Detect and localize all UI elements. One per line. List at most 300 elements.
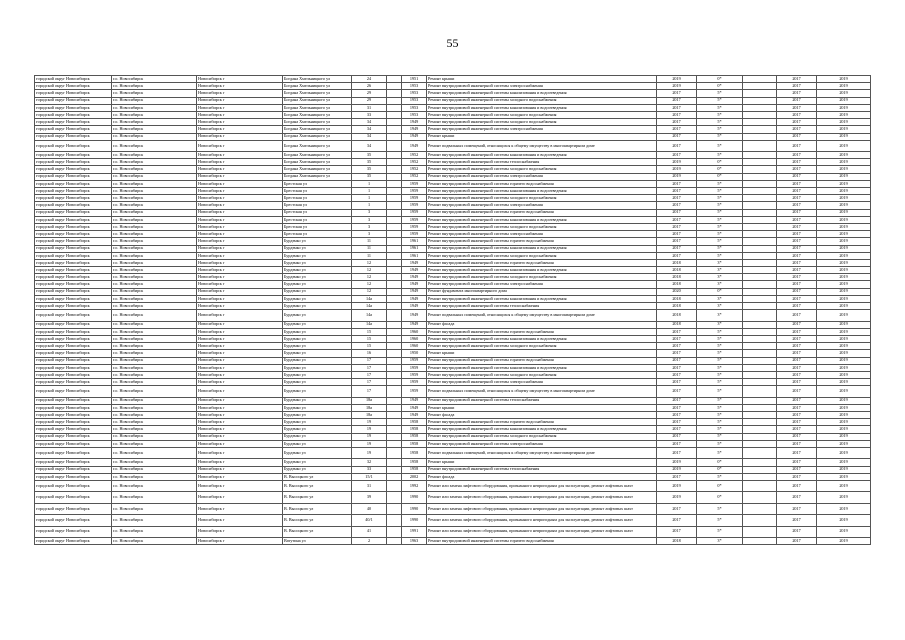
cell-settlement: г.о. Новосибирск — [112, 111, 197, 118]
cell-blank — [743, 447, 777, 458]
cell-street: Брестская ул — [283, 216, 352, 223]
cell-blank — [743, 252, 777, 259]
cell-work-type: Ремонт внутридомовой инженерной системы теплоснабжения — [427, 159, 657, 166]
cell-municipality: городской округ Новосибирск — [35, 386, 112, 397]
table-row — [35, 140, 871, 151]
cell-municipality: городской округ Новосибирск — [35, 180, 112, 187]
cell-work-type: Ремонт внутридомовой инженерной системы горячего водоснабжения — [427, 259, 657, 266]
cell-city: Новосибирск г — [197, 216, 283, 223]
capital-repair-table — [34, 75, 871, 545]
cell-blank — [743, 440, 777, 447]
cell-settlement: г.о. Новосибирск — [112, 180, 197, 187]
cell-building — [387, 76, 402, 83]
cell-street: Богдана Хмельницкого ул — [283, 97, 352, 104]
cell-city: Новосибирск г — [197, 412, 283, 419]
cell-year-built: 1959 — [402, 195, 427, 202]
table-row — [35, 216, 871, 223]
cell-blank — [743, 343, 777, 350]
cell-plan-year: 2017 — [657, 515, 697, 526]
cell-street: Бурденко ул — [283, 371, 352, 378]
cell-settlement: г.о. Новосибирск — [112, 126, 197, 133]
table-row — [35, 350, 871, 357]
cell-period-end: 2019 — [817, 245, 871, 252]
cell-plan-year: 2017 — [657, 503, 697, 514]
cell-ratio: 0* — [697, 83, 743, 90]
cell-work-type: Ремонт крыши — [427, 350, 657, 357]
cell-year-built: 1960 — [402, 328, 427, 335]
table-row — [35, 133, 871, 140]
cell-blank — [743, 503, 777, 514]
cell-year-built: 1953 — [402, 83, 427, 90]
cell-period-end: 2019 — [817, 459, 871, 466]
cell-settlement: г.о. Новосибирск — [112, 223, 197, 230]
cell-house: 17 — [352, 364, 387, 371]
cell-period-end: 2019 — [817, 295, 871, 302]
cell-settlement: г.о. Новосибирск — [112, 440, 197, 447]
cell-ratio: 3* — [697, 259, 743, 266]
cell-blank — [743, 364, 777, 371]
cell-city: Новосибирск г — [197, 267, 283, 274]
cell-period-end: 2019 — [817, 492, 871, 503]
cell-house: 16 — [352, 350, 387, 357]
cell-municipality: городской округ Новосибирск — [35, 76, 112, 83]
cell-period-start: 2017 — [777, 281, 817, 288]
cell-building — [387, 180, 402, 187]
cell-year-built: 1949 — [402, 140, 427, 151]
cell-street: Бурденко ул — [283, 259, 352, 266]
cell-work-type: Ремонт подвальных помещений, относящихся к общему имуществу в многоквартирном доме — [427, 310, 657, 321]
cell-municipality: городской округ Новосибирск — [35, 357, 112, 364]
cell-blank — [743, 259, 777, 266]
cell-plan-year: 2019 — [657, 492, 697, 503]
cell-settlement: г.о. Новосибирск — [112, 303, 197, 310]
cell-ratio: 0* — [697, 166, 743, 173]
table-row — [35, 281, 871, 288]
cell-period-start: 2017 — [777, 238, 817, 245]
cell-municipality: городской округ Новосибирск — [35, 328, 112, 335]
cell-blank — [743, 188, 777, 195]
cell-settlement: г.о. Новосибирск — [112, 281, 197, 288]
cell-plan-year: 2019 — [657, 459, 697, 466]
table-row — [35, 288, 871, 295]
cell-municipality: городской округ Новосибирск — [35, 259, 112, 266]
cell-work-type: Ремонт внутридомовой инженерной системы горячего водоснабжения — [427, 357, 657, 364]
cell-plan-year: 2017 — [657, 231, 697, 238]
cell-building — [387, 335, 402, 342]
cell-plan-year: 2017 — [657, 357, 697, 364]
cell-house: 1 — [352, 188, 387, 195]
cell-blank — [743, 419, 777, 426]
cell-blank — [743, 180, 777, 187]
cell-period-end: 2019 — [817, 419, 871, 426]
cell-house: 18а — [352, 412, 387, 419]
cell-year-built: 1958 — [402, 440, 427, 447]
table-row — [35, 364, 871, 371]
cell-settlement: г.о. Новосибирск — [112, 357, 197, 364]
cell-plan-year: 2017 — [657, 140, 697, 151]
cell-settlement: г.о. Новосибирск — [112, 188, 197, 195]
cell-blank — [743, 433, 777, 440]
cell-municipality: городской округ Новосибирск — [35, 492, 112, 503]
cell-work-type: Ремонт внутридомовой инженерной системы холодного водоснабжения — [427, 343, 657, 350]
cell-period-start: 2017 — [777, 515, 817, 526]
cell-municipality: городской округ Новосибирск — [35, 397, 112, 404]
cell-blank — [743, 111, 777, 118]
cell-city: Новосибирск г — [197, 364, 283, 371]
cell-blank — [743, 216, 777, 223]
cell-period-start: 2017 — [777, 152, 817, 159]
cell-municipality: городской округ Новосибирск — [35, 426, 112, 433]
cell-municipality: городской округ Новосибирск — [35, 140, 112, 151]
cell-city: Новосибирск г — [197, 397, 283, 404]
cell-building — [387, 238, 402, 245]
cell-plan-year: 2017 — [657, 412, 697, 419]
cell-building — [387, 223, 402, 230]
cell-settlement: г.о. Новосибирск — [112, 259, 197, 266]
cell-city: Новосибирск г — [197, 426, 283, 433]
cell-year-built: 1953 — [402, 104, 427, 111]
table-row — [35, 166, 871, 173]
cell-work-type: Ремонт внутридомовой инженерной системы горячего водоснабжения — [427, 537, 657, 544]
cell-period-start: 2017 — [777, 119, 817, 126]
cell-municipality: городской округ Новосибирск — [35, 173, 112, 180]
cell-plan-year: 2017 — [657, 426, 697, 433]
cell-street: Богдана Хмельницкого ул — [283, 126, 352, 133]
cell-house: 19 — [352, 419, 387, 426]
cell-blank — [743, 537, 777, 544]
cell-street: Брестская ул — [283, 180, 352, 187]
cell-settlement: г.о. Новосибирск — [112, 515, 197, 526]
cell-work-type: Ремонт крыши — [427, 459, 657, 466]
cell-work-type: Ремонт или замена лифтового оборудования, признанного непригодным для эксплуатации, ремонт лифтовых шахт — [427, 492, 657, 503]
cell-settlement: г.о. Новосибирск — [112, 238, 197, 245]
cell-period-end: 2019 — [817, 274, 871, 281]
cell-period-start: 2017 — [777, 526, 817, 537]
cell-house: 17 — [352, 379, 387, 386]
cell-city: Новосибирск г — [197, 259, 283, 266]
cell-blank — [743, 357, 777, 364]
cell-period-end: 2019 — [817, 231, 871, 238]
cell-house: 15/1 — [352, 473, 387, 480]
cell-period-start: 2017 — [777, 426, 817, 433]
cell-work-type: Ремонт внутридомовой инженерной системы холодного водоснабжения — [427, 97, 657, 104]
cell-year-built: 1958 — [402, 466, 427, 473]
cell-settlement: г.о. Новосибирск — [112, 209, 197, 216]
cell-year-built: 1961 — [402, 245, 427, 252]
cell-house: 35 — [352, 173, 387, 180]
table-row — [35, 274, 871, 281]
cell-street: Бурденко ул — [283, 274, 352, 281]
table-row — [35, 245, 871, 252]
cell-ratio: 0* — [697, 288, 743, 295]
cell-house: 29 — [352, 97, 387, 104]
cell-municipality: городской округ Новосибирск — [35, 537, 112, 544]
cell-plan-year: 2017 — [657, 252, 697, 259]
cell-period-end: 2019 — [817, 466, 871, 473]
cell-plan-year: 2017 — [657, 447, 697, 458]
cell-city: Новосибирск г — [197, 459, 283, 466]
cell-period-end: 2019 — [817, 126, 871, 133]
cell-period-start: 2017 — [777, 440, 817, 447]
cell-house: 12 — [352, 281, 387, 288]
cell-city: Новосибирск г — [197, 245, 283, 252]
cell-year-built: 1949 — [402, 412, 427, 419]
cell-building — [387, 216, 402, 223]
cell-street: Бурденко ул — [283, 252, 352, 259]
cell-year-built: 1990 — [402, 503, 427, 514]
cell-period-end: 2019 — [817, 97, 871, 104]
cell-city: Новосибирск г — [197, 466, 283, 473]
cell-plan-year: 2018 — [657, 281, 697, 288]
cell-year-built: 1959 — [402, 231, 427, 238]
cell-period-end: 2019 — [817, 480, 871, 491]
cell-period-start: 2017 — [777, 379, 817, 386]
cell-settlement: г.о. Новосибирск — [112, 447, 197, 458]
cell-street: Брестская ул — [283, 209, 352, 216]
cell-work-type: Ремонт внутридомовой инженерной системы теплоснабжения — [427, 466, 657, 473]
cell-plan-year: 2017 — [657, 126, 697, 133]
cell-period-end: 2019 — [817, 343, 871, 350]
cell-city: Новосибирск г — [197, 76, 283, 83]
table-row — [35, 328, 871, 335]
cell-period-start: 2017 — [777, 140, 817, 151]
cell-street: Бурденко ул — [283, 386, 352, 397]
cell-period-end: 2019 — [817, 281, 871, 288]
cell-blank — [743, 397, 777, 404]
cell-plan-year: 2017 — [657, 343, 697, 350]
cell-blank — [743, 281, 777, 288]
table-row — [35, 83, 871, 90]
cell-street: Богдана Хмельницкого ул — [283, 83, 352, 90]
cell-street: Бурденко ул — [283, 328, 352, 335]
cell-year-built: 1959 — [402, 180, 427, 187]
cell-year-built: 1990 — [402, 492, 427, 503]
cell-year-built: 1959 — [402, 371, 427, 378]
cell-building — [387, 379, 402, 386]
cell-period-start: 2017 — [777, 173, 817, 180]
cell-settlement: г.о. Новосибирск — [112, 466, 197, 473]
cell-municipality: городской округ Новосибирск — [35, 440, 112, 447]
cell-period-start: 2017 — [777, 295, 817, 302]
cell-plan-year: 2017 — [657, 223, 697, 230]
cell-municipality: городской округ Новосибирск — [35, 119, 112, 126]
cell-city: Новосибирск г — [197, 119, 283, 126]
cell-plan-year: 2017 — [657, 433, 697, 440]
cell-plan-year: 2017 — [657, 473, 697, 480]
cell-period-start: 2017 — [777, 503, 817, 514]
cell-period-end: 2019 — [817, 76, 871, 83]
table-row — [35, 321, 871, 328]
cell-building — [387, 245, 402, 252]
cell-city: Новосибирск г — [197, 526, 283, 537]
table-row — [35, 209, 871, 216]
cell-plan-year: 2017 — [657, 328, 697, 335]
cell-city: Новосибирск г — [197, 404, 283, 411]
cell-work-type: Ремонт внутридомовой инженерной системы канализования и водоотведения — [427, 335, 657, 342]
cell-city: Новосибирск г — [197, 90, 283, 97]
table-row — [35, 466, 871, 473]
cell-settlement: г.о. Новосибирск — [112, 473, 197, 480]
cell-blank — [743, 173, 777, 180]
cell-plan-year: 2017 — [657, 195, 697, 202]
cell-plan-year: 2017 — [657, 371, 697, 378]
cell-work-type: Ремонт внутридомовой инженерной системы электроснабжения — [427, 173, 657, 180]
cell-year-built: 1949 — [402, 404, 427, 411]
cell-period-end: 2019 — [817, 104, 871, 111]
cell-period-end: 2019 — [817, 447, 871, 458]
cell-period-end: 2019 — [817, 328, 871, 335]
cell-municipality: городской округ Новосибирск — [35, 126, 112, 133]
cell-house: 3 — [352, 216, 387, 223]
cell-settlement: г.о. Новосибирск — [112, 379, 197, 386]
cell-work-type: Ремонт внутридомовой инженерной системы канализования и водоотведения — [427, 90, 657, 97]
cell-building — [387, 231, 402, 238]
cell-blank — [743, 321, 777, 328]
cell-building — [387, 267, 402, 274]
cell-city: Новосибирск г — [197, 281, 283, 288]
cell-ratio: 5* — [697, 195, 743, 202]
cell-house: 34 — [352, 126, 387, 133]
cell-period-start: 2017 — [777, 104, 817, 111]
cell-period-end: 2019 — [817, 515, 871, 526]
cell-year-built: 1959 — [402, 209, 427, 216]
cell-ratio: 0* — [697, 492, 743, 503]
cell-city: Новосибирск г — [197, 473, 283, 480]
table-row — [35, 379, 871, 386]
cell-ratio: 5* — [697, 350, 743, 357]
cell-blank — [743, 97, 777, 104]
cell-period-start: 2017 — [777, 216, 817, 223]
cell-blank — [743, 412, 777, 419]
cell-city: Новосибирск г — [197, 357, 283, 364]
cell-work-type: Ремонт внутридомовой инженерной системы холодного водоснабжения — [427, 433, 657, 440]
cell-city: Новосибирск г — [197, 180, 283, 187]
cell-plan-year: 2018 — [657, 295, 697, 302]
table-row — [35, 173, 871, 180]
cell-building — [387, 515, 402, 526]
cell-house: 11 — [352, 252, 387, 259]
cell-ratio: 5* — [697, 371, 743, 378]
cell-municipality: городской округ Новосибирск — [35, 159, 112, 166]
cell-municipality: городской округ Новосибирск — [35, 216, 112, 223]
cell-ratio: 3* — [697, 274, 743, 281]
cell-period-start: 2017 — [777, 386, 817, 397]
cell-settlement: г.о. Новосибирск — [112, 328, 197, 335]
cell-blank — [743, 466, 777, 473]
cell-plan-year: 2017 — [657, 238, 697, 245]
table-row — [35, 104, 871, 111]
cell-street: Бурденко ул — [283, 321, 352, 328]
cell-plan-year: 2018 — [657, 537, 697, 544]
cell-city: Новосибирск г — [197, 104, 283, 111]
cell-plan-year: 2017 — [657, 335, 697, 342]
table-row — [35, 412, 871, 419]
cell-municipality: городской округ Новосибирск — [35, 480, 112, 491]
cell-street: Бурденко ул — [283, 433, 352, 440]
cell-period-start: 2017 — [777, 252, 817, 259]
cell-blank — [743, 195, 777, 202]
cell-street: Бурденко ул — [283, 303, 352, 310]
cell-street: Богдана Хмельницкого ул — [283, 173, 352, 180]
cell-house: 24 — [352, 76, 387, 83]
cell-year-built: 1949 — [402, 310, 427, 321]
cell-period-start: 2017 — [777, 328, 817, 335]
cell-plan-year: 2017 — [657, 440, 697, 447]
cell-city: Новосибирск г — [197, 328, 283, 335]
cell-ratio: 3* — [697, 321, 743, 328]
cell-year-built: 1949 — [402, 259, 427, 266]
cell-building — [387, 480, 402, 491]
cell-work-type: Ремонт внутридомовой инженерной системы электроснабжения — [427, 126, 657, 133]
cell-house: 19 — [352, 440, 387, 447]
cell-municipality: городской округ Новосибирск — [35, 288, 112, 295]
cell-year-built: 1949 — [402, 119, 427, 126]
cell-building — [387, 104, 402, 111]
cell-house: 35 — [352, 159, 387, 166]
cell-period-end: 2019 — [817, 152, 871, 159]
cell-street: Бурденко ул — [283, 419, 352, 426]
cell-municipality: городской округ Новосибирск — [35, 267, 112, 274]
cell-municipality: городской округ Новосибирск — [35, 371, 112, 378]
cell-period-end: 2019 — [817, 426, 871, 433]
cell-year-built: 1949 — [402, 126, 427, 133]
cell-building — [387, 173, 402, 180]
cell-municipality: городской округ Новосибирск — [35, 433, 112, 440]
cell-work-type: Ремонт фасада — [427, 321, 657, 328]
cell-plan-year: 2018 — [657, 303, 697, 310]
cell-work-type: Ремонт внутридомовой инженерной системы холодного водоснабжения — [427, 274, 657, 281]
cell-work-type: Ремонт внутридомовой инженерной системы электроснабжения — [427, 231, 657, 238]
cell-street: Богдана Хмельницкого ул — [283, 166, 352, 173]
cell-blank — [743, 238, 777, 245]
cell-house: 34 — [352, 140, 387, 151]
table-row — [35, 76, 871, 83]
cell-city: Новосибирск г — [197, 202, 283, 209]
cell-municipality: городской округ Новосибирск — [35, 310, 112, 321]
cell-period-start: 2017 — [777, 223, 817, 230]
cell-house: 17 — [352, 371, 387, 378]
cell-plan-year: 2017 — [657, 245, 697, 252]
cell-ratio: 5* — [697, 216, 743, 223]
cell-street: Бурденко ул — [283, 267, 352, 274]
cell-plan-year: 2017 — [657, 379, 697, 386]
cell-ratio: 5* — [697, 328, 743, 335]
cell-house: 12 — [352, 259, 387, 266]
cell-municipality: городской округ Новосибирск — [35, 364, 112, 371]
cell-building — [387, 90, 402, 97]
cell-year-built: 2002 — [402, 473, 427, 480]
table-row — [35, 503, 871, 514]
cell-period-end: 2019 — [817, 259, 871, 266]
cell-city: Новосибирск г — [197, 492, 283, 503]
cell-ratio: 5* — [697, 97, 743, 104]
cell-municipality: городской округ Новосибирск — [35, 274, 112, 281]
cell-period-start: 2017 — [777, 83, 817, 90]
cell-street: Бурденко ул — [283, 343, 352, 350]
cell-period-start: 2017 — [777, 350, 817, 357]
cell-period-end: 2019 — [817, 238, 871, 245]
cell-municipality: городской округ Новосибирск — [35, 295, 112, 302]
cell-period-start: 2017 — [777, 466, 817, 473]
cell-blank — [743, 223, 777, 230]
cell-building — [387, 140, 402, 151]
table-row — [35, 195, 871, 202]
cell-settlement: г.о. Новосибирск — [112, 335, 197, 342]
cell-city: Новосибирск г — [197, 419, 283, 426]
cell-period-end: 2019 — [817, 252, 871, 259]
cell-street: Ватутина ул — [283, 537, 352, 544]
cell-street: В. Высоцкого ул — [283, 515, 352, 526]
